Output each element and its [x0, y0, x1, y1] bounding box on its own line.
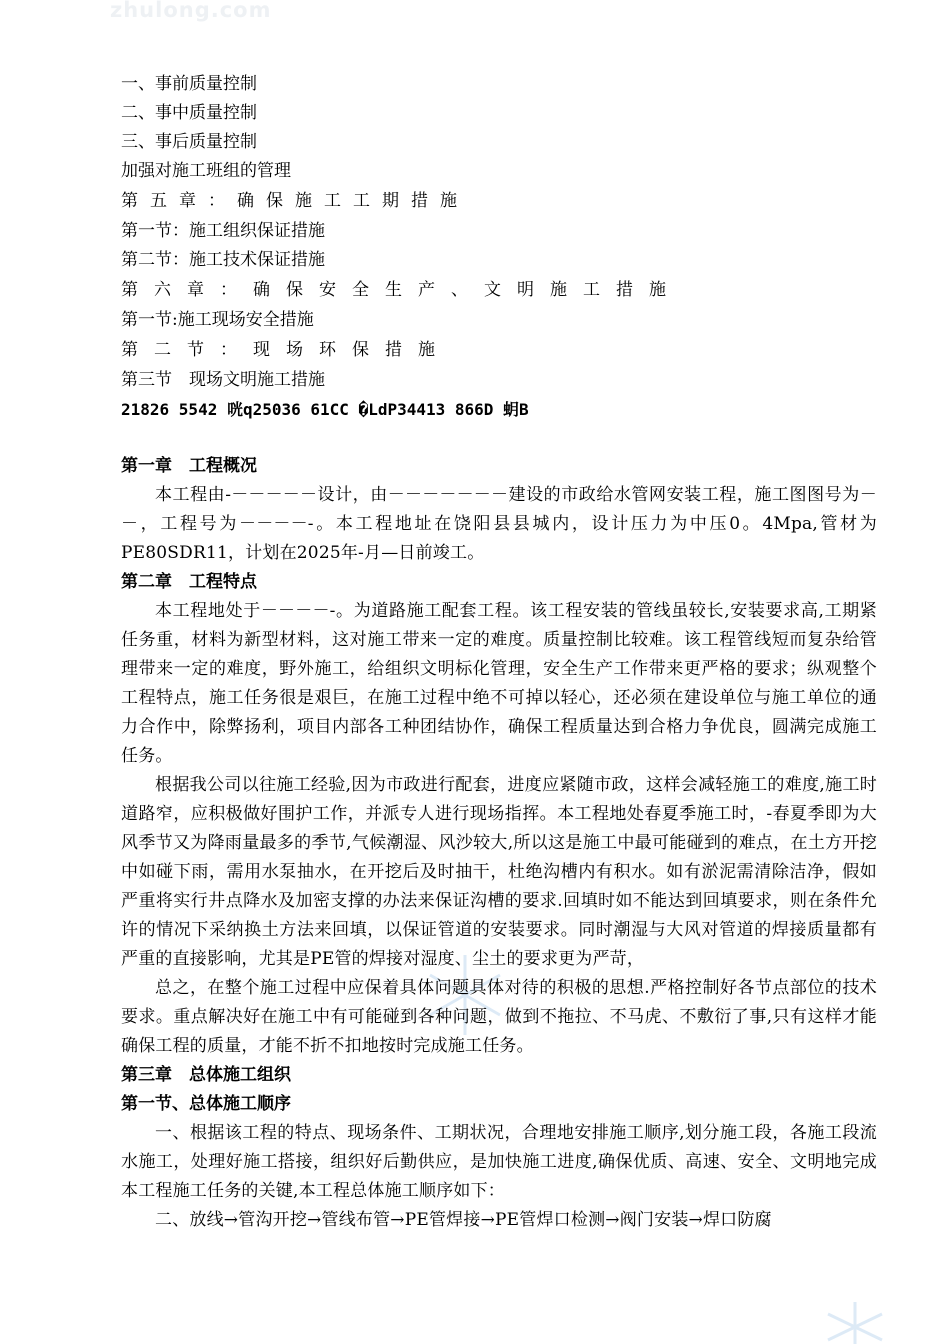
toc-chapter-heading: 第六章：确保安全生产、文明施工措施: [121, 280, 682, 300]
toc-line: 一、事前质量控制: [121, 74, 257, 94]
chapter-heading: 第二章 工程特点: [121, 572, 257, 592]
toc-line: 第二节：施工技术保证措施: [121, 250, 325, 270]
chapter-heading: 第三章 总体施工组织: [121, 1065, 291, 1085]
toc-line: 第三节 现场文明施工措施: [121, 370, 325, 390]
body-paragraph: 根据我公司以往施工经验,因为市政进行配套，进度应紧随市政，这样会减轻施工的难度,施工时道路窄，应积极做好围护工作，并派专人进行现场指挥。本工程地处春夏季施工时，-春夏季即为大风季节又为降雨量最多的季节,气候潮湿、风沙较大,所以这是施工中最可能碰到的难点，在土方开挖中如碰下雨，需用水泵抽水，在开挖后及时抽干，杜绝沟槽内有积水。如有淤泥需清除洁净，假如严重将实行井点降水及加密支撑的办法来保证沟槽的要求.回填时如不能达到回填要求，则在条件允许的情况下采纳换土方法来回填，以保证管道的安装要求。同时潮湿与大风对管道的焊接质量都有严重的直接影响，尤其是PE管的焊接对湿度、尘土的要求更为严苛，: [121, 775, 877, 969]
body-paragraph: 总之，在整个施工过程中应保着具体问题具体对待的积极的思想.严格控制好各节点部位的技术要求。重点解决好在施工中有可能碰到各种问题，做到不拖拉、不马虎、不敷衍了事,只有这样才能确保工程的质量，才能不折不扣地按时完成施工任务。: [121, 978, 877, 1056]
toc-line: 加强对施工班组的管理: [121, 161, 291, 181]
body-paragraph: 二、放线→管沟开挖→管线布管→PE管焊接→PE管焊口检测→阀门安装→焊口防腐: [155, 1210, 772, 1230]
snowflake-watermark-icon: [820, 1300, 890, 1344]
body-paragraph: 一、根据该工程的特点、现场条件、工期状况，合理地安排施工顺序,划分施工段，各施工段流水施工，处理好施工搭接，组织好后勤供应，是加快施工进度,确保优质、高速、安全、文明地完成本工程施工任务的关键,本工程总体施工顺序如下：: [121, 1123, 877, 1201]
toc-line: 三、事后质量控制: [121, 132, 257, 152]
toc-chapter-heading: 第五章：确保施工工期措施: [121, 191, 469, 211]
toc-line: 第一节：施工组织保证措施: [121, 221, 325, 241]
toc-line: 第一节:施工现场安全措施: [121, 310, 314, 330]
body-paragraph: 本工程地处于－－－－-。为道路施工配套工程。该工程安装的管线虽较长,安装要求高,工期紧任务重，材料为新型材料，这对施工带来一定的难度。质量控制比较难。该工程管线短而复杂给管理带来一定的难度，野外施工，给组织文明标化管理，安全生产工作带来更严格的要求；纵观整个工程特点，施工任务很是艰巨，在施工过程中绝不可掉以轻心，还必须在建设单位与施工单位的通力合作中，除弊扬利，项目内部各工种团结协作，确保工程质量达到合格力争优良，圆满完成施工任务。: [121, 601, 877, 766]
toc-section-heading: 第二节：现场环保措施: [121, 340, 451, 360]
section-heading: 第一节、总体施工顺序: [121, 1094, 291, 1114]
toc-line: 二、事中质量控制: [121, 103, 257, 123]
body-paragraph: 本工程由-－－－－－设计，由－－－－－－－建设的市政给水管网安装工程，施工图图号为－－，工程号为－－－－-。本工程地址在饶阳县县城内，设计压力为中压0。4Mpa,管材为PE80SDR11，计划在2025年-月—日前竣工。: [121, 485, 877, 563]
watermark-logo: zhulong.com: [110, 0, 272, 22]
document-page: [121, 70, 877, 1235]
garbled-code-line: 21826 5542 咣q25036 61CC �LdP34413 866D 蚏B: [121, 400, 529, 419]
chapter-heading: 第一章 工程概况: [121, 456, 257, 476]
